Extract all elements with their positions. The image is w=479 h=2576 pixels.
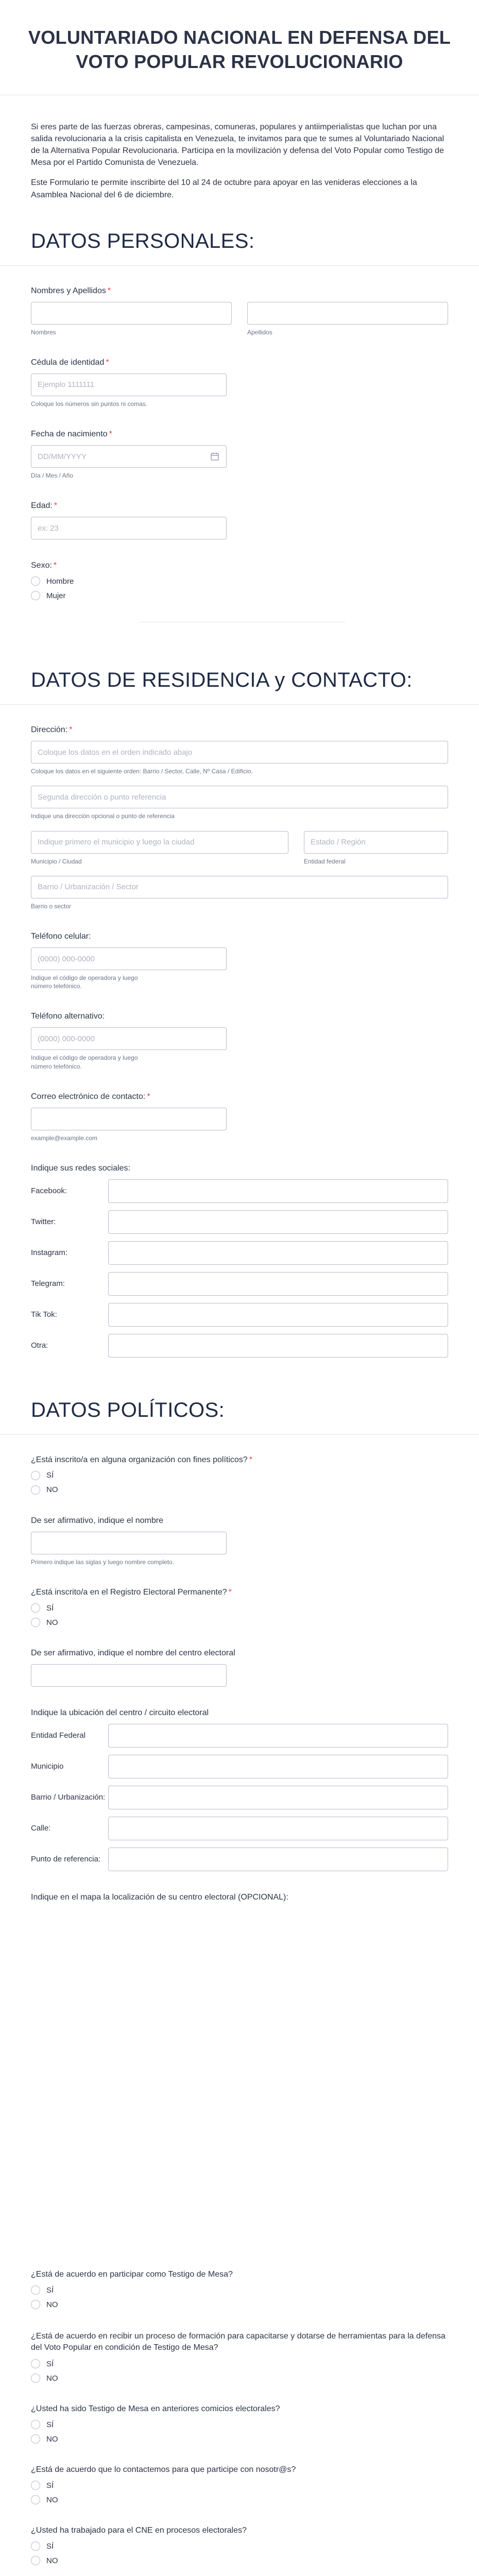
age-field	[0, 501, 479, 539]
municipio-input[interactable]	[108, 1755, 448, 1778]
social-row-label: Tik Tok:	[31, 1310, 57, 1319]
entidad-input[interactable]	[108, 1724, 448, 1748]
cne-label: ¿Usted ha trabajado para el CNE en procesos electorales?	[31, 2526, 247, 2535]
barrio-location-input[interactable]	[108, 1786, 448, 1809]
email-field	[0, 1092, 479, 1142]
rep-label: ¿Está inscrito/a en el Registro Electoral Permanente? *	[31, 1588, 232, 1597]
dob-field	[0, 430, 479, 480]
location-row-referencia	[31, 1848, 448, 1871]
org-name-field	[0, 1516, 479, 1566]
state-sub: Entidad federal	[304, 857, 346, 865]
state-input[interactable]: Estado / Región	[304, 831, 448, 854]
cedula-input[interactable]: Ejemplo 1111111	[31, 374, 227, 396]
social-row-telegram	[31, 1272, 448, 1296]
social-row-facebook	[31, 1179, 448, 1203]
social-row-instagram	[31, 1241, 448, 1265]
alt-phone-input[interactable]: (0000) 000-0000	[31, 1027, 227, 1050]
map-area[interactable]	[31, 1908, 448, 2248]
age-label: Edad: *	[31, 501, 58, 511]
name-field	[0, 286, 479, 336]
radio-icon[interactable]	[31, 2300, 40, 2309]
past-testigo-field	[0, 2404, 479, 2444]
first-name-input[interactable]	[31, 302, 232, 325]
phone-label: Teléfono celular:	[31, 932, 91, 941]
first-name-group	[31, 302, 232, 336]
testigo-option-no[interactable]: NO	[31, 2300, 448, 2309]
radio-icon[interactable]	[31, 1471, 40, 1480]
municipality-input[interactable]: Indique primero el municipio y luego la ciudad	[31, 831, 288, 854]
other-social-input[interactable]	[108, 1334, 448, 1358]
location-row-label: Calle:	[31, 1824, 51, 1833]
address-line2-input[interactable]: Segunda dirección o punto referencia	[31, 786, 448, 808]
contact-option-no[interactable]: NO	[31, 2495, 448, 2504]
section-divider	[0, 704, 479, 705]
cne-field	[0, 2526, 479, 2565]
org-option-si[interactable]: SÍ	[31, 1471, 448, 1480]
barrio-input[interactable]: Barrio / Urbanización / Sector	[31, 876, 448, 899]
org-name-input[interactable]	[31, 1532, 227, 1554]
location-row-municipio	[31, 1755, 448, 1778]
phone-field	[0, 932, 479, 990]
cedula-sub: Coloque los números sin puntos ni comas.	[31, 400, 148, 408]
location-row-label: Barrio / Urbanización:	[31, 1793, 106, 1802]
location-row-calle	[31, 1817, 448, 1840]
email-sub: example@example.com	[31, 1134, 97, 1142]
address-line2-sub: Indique una dirección opcional o punto de referencia	[31, 812, 175, 820]
social-row-label: Telegram:	[31, 1279, 65, 1288]
org-label: ¿Está inscrito/a en alguna organización con fines políticos? *	[31, 1455, 252, 1464]
center-name-label: De ser afirmativo, indique el nombre del centro electoral	[31, 1649, 235, 1658]
radio-icon[interactable]	[31, 2359, 40, 2368]
social-row-label: Otra:	[31, 1341, 48, 1350]
past-testigo-label: ¿Usted ha sido Testigo de Mesa en anteriores comicios electorales?	[31, 2404, 280, 2414]
section-divider	[0, 1434, 479, 1435]
sex-option-mujer[interactable]: Mujer	[31, 591, 448, 600]
social-label: Indique sus redes sociales:	[31, 1163, 130, 1173]
cedula-field	[0, 358, 479, 408]
section-divider	[0, 265, 479, 266]
location-row-label: Entidad Federal	[31, 1731, 85, 1740]
intro-paragraph-2: Este Formulario te permite inscribirte del 10 al 24 de octubre para apoyar en las venideras elecciones a la Asamblea Nacional del 6 de diciembre.	[31, 178, 417, 199]
testigo-field	[0, 2270, 479, 2309]
social-field	[0, 1164, 479, 1358]
contact-option-si[interactable]: SÍ	[31, 2481, 448, 2490]
address-field	[0, 725, 479, 910]
twitter-input[interactable]	[108, 1210, 448, 1234]
radio-icon[interactable]	[31, 1485, 40, 1495]
calendar-icon[interactable]	[210, 452, 219, 461]
form-title: VOLUNTARIADO NACIONAL EN DEFENSA DEL VOTO POPULAR REVOLUCIONARIO	[28, 27, 451, 72]
testigo-label: ¿Está de acuerdo en participar como Testigo de Mesa?	[31, 2270, 233, 2279]
social-row-otra	[31, 1334, 448, 1358]
training-option-si[interactable]: SÍ	[31, 2359, 448, 2368]
radio-icon[interactable]	[31, 1603, 40, 1613]
radio-icon[interactable]	[31, 2481, 40, 2490]
form-header	[0, 0, 479, 95]
rep-option-no[interactable]: NO	[31, 1618, 448, 1627]
radio-icon[interactable]	[31, 2285, 40, 2295]
dob-sub: Día / Mes / Año	[31, 472, 74, 480]
age-input[interactable]: ex: 23	[31, 517, 227, 539]
alt-phone-sub: Indique el código de operadora y luego número telefónico.	[31, 1054, 138, 1070]
contact-field	[0, 2465, 479, 2504]
facebook-input[interactable]	[108, 1179, 448, 1203]
municipality-sub: Municipio / Ciudad	[31, 857, 82, 865]
org-field	[0, 1455, 479, 1495]
map-label: Indique en el mapa la localización de su centro electoral (OPCIONAL):	[31, 1893, 288, 1902]
radio-icon[interactable]	[31, 2374, 40, 2383]
dob-label: Fecha de nacimiento *	[31, 430, 112, 439]
alt-phone-field	[0, 1012, 479, 1070]
radio-icon[interactable]	[31, 577, 40, 586]
org-option-no[interactable]: NO	[31, 1485, 448, 1495]
org-name-sub: Primero indique las siglas y luego nombre completo.	[31, 1558, 175, 1566]
map-field	[0, 1893, 479, 2248]
radio-icon[interactable]	[31, 1618, 40, 1627]
telegram-input[interactable]	[108, 1272, 448, 1296]
org-name-label: De ser afirmativo, indique el nombre	[31, 1516, 164, 1525]
intro-paragraph-1: Si eres parte de las fuerzas obreras, campesinas, comuneras, populares y antiimperialistas que luchan por una salida revolucionaria a la crisis capitalista en Venezuela, te invitamos para que te sumes al Voluntariado Nacional de la Alternativa Popular Revolucionaria. Participa en la movilización y defensa del Voto Popular como Testigo de Mesa por el Partido Comunista de Venezuela.	[31, 122, 444, 167]
barrio-sub: Barrio o sector	[31, 902, 72, 910]
past-option-si[interactable]: SÍ	[31, 2420, 448, 2429]
rep-option-si[interactable]: SÍ	[31, 1603, 448, 1613]
phone-sub: Indique el código de operadora y luego número telefónico.	[31, 974, 138, 990]
alt-phone-label: Teléfono alternativo:	[31, 1012, 105, 1021]
location-row-label: Municipio	[31, 1762, 64, 1771]
personal-section	[0, 230, 479, 623]
form-intro	[0, 95, 479, 230]
radio-icon[interactable]	[31, 2434, 40, 2444]
political-section-title: DATOS POLÍTICOS:	[31, 1398, 225, 1421]
last-name-input[interactable]	[247, 302, 448, 325]
testigo-option-si[interactable]: SÍ	[31, 2285, 448, 2295]
address-line1-input[interactable]: Coloque los datos en el orden indicado abajo	[31, 741, 448, 764]
radio-icon[interactable]	[31, 2556, 40, 2565]
past-option-no[interactable]: NO	[31, 2434, 448, 2444]
sex-field	[0, 561, 479, 600]
training-label: ¿Está de acuerdo en recibir un proceso de formación para capacitarse y dotarse de herramientas para la defensa del Voto Popular en condición de Testigo de Mesa?	[31, 2332, 446, 2352]
radio-icon[interactable]	[31, 591, 40, 600]
radio-icon[interactable]	[31, 2420, 40, 2429]
location-field	[0, 1708, 479, 1871]
name-label: Nombres y Apellidos *	[31, 286, 111, 295]
radio-icon[interactable]	[31, 2495, 40, 2504]
cne-option-si[interactable]: SÍ	[31, 2541, 448, 2551]
center-name-field	[0, 1649, 479, 1687]
email-label: Correo electrónico de contacto: *	[31, 1092, 150, 1101]
social-row-tiktok	[31, 1303, 448, 1327]
location-row-barrio	[31, 1786, 448, 1809]
email-input[interactable]	[31, 1108, 227, 1130]
calle-input[interactable]	[108, 1817, 448, 1840]
location-label: Indique la ubicación del centro / circuito electoral	[31, 1708, 209, 1718]
contact-label: ¿Está de acuerdo que lo contactemos para que participe con nosotr@s?	[31, 2465, 296, 2475]
social-row-label: Facebook:	[31, 1186, 67, 1195]
phone-input[interactable]: (0000) 000-0000	[31, 947, 227, 970]
last-name-sub: Apellidos	[247, 328, 272, 336]
political-section	[0, 1399, 479, 2576]
training-field	[0, 2331, 479, 2383]
cne-option-no[interactable]: NO	[31, 2556, 448, 2565]
radio-icon[interactable]	[31, 2541, 40, 2551]
dob-input[interactable]: DD/MM/YYYY	[31, 445, 227, 468]
training-option-no[interactable]: NO	[31, 2374, 448, 2383]
residence-section-title: DATOS DE RESIDENCIA y CONTACTO:	[31, 669, 413, 692]
residence-section	[0, 669, 479, 1358]
referencia-input[interactable]	[108, 1848, 448, 1871]
address-line1-sub: Coloque los datos en el siguiente orden: Barrio / Sector, Calle, Nº Casa / Edificio.	[31, 768, 253, 775]
personal-section-title: DATOS PERSONALES:	[31, 229, 255, 252]
center-name-input[interactable]	[31, 1664, 227, 1687]
sex-option-hombre[interactable]: Hombre	[31, 577, 448, 586]
social-row-label: Twitter:	[31, 1217, 56, 1226]
social-row-label: Instagram:	[31, 1248, 67, 1257]
cedula-label: Cédula de identidad *	[31, 358, 109, 367]
social-row-twitter	[31, 1210, 448, 1234]
address-label: Dirección: *	[31, 725, 73, 735]
rep-field	[0, 1588, 479, 1627]
instagram-input[interactable]	[108, 1241, 448, 1265]
sex-label: Sexo: *	[31, 561, 57, 570]
tiktok-input[interactable]	[108, 1303, 448, 1327]
last-name-group	[247, 302, 448, 336]
first-name-sub: Nombres	[31, 328, 56, 336]
location-row-label: Punto de referencia:	[31, 1855, 101, 1864]
location-row-entidad	[31, 1724, 448, 1748]
